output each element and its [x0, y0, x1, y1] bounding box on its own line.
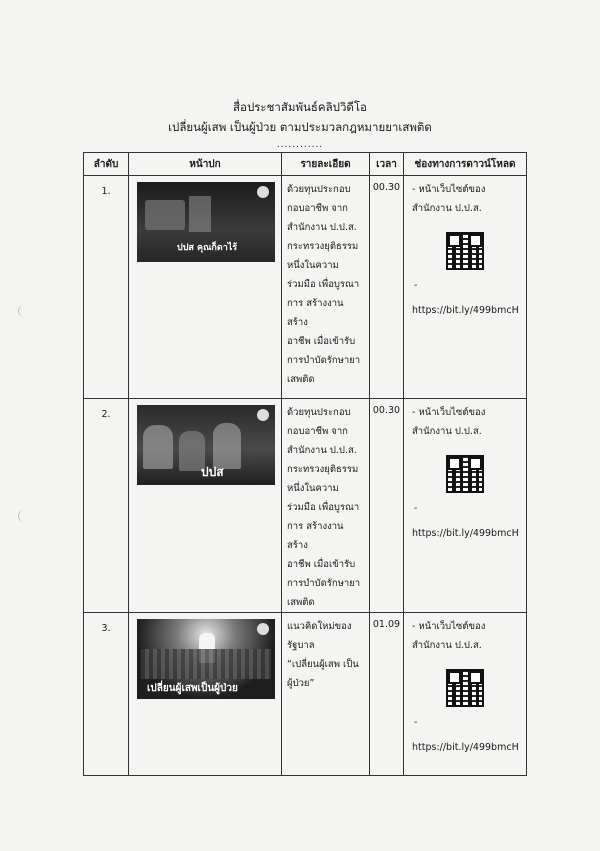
row-number: 3. [84, 613, 129, 776]
title-separator: ............ [276, 140, 324, 150]
dash-bullet: - [414, 503, 418, 514]
header-time: เวลา [370, 153, 404, 176]
header-cover: หน้าปก [129, 153, 282, 176]
detail-text: ด้วยทุนประกอบ กอบอาชีพ จาก สำนักงาน ป.ป.ส. กระทรวงยุติธรรม หนึ่งในความ ร่วมมือ เพื่อบูรณา การ สร้างงาน สร้าง อาชีพ เมื่อเข้ารับ การบำบัดรักษายา เสพติด [282, 176, 370, 399]
punch-hole-mark [18, 305, 31, 317]
table-row [84, 613, 527, 776]
download-label: - หน้าเว็บไซต์ของ สำนักงาน ป.ป.ส. [412, 184, 486, 214]
document-title: สื่อประชาสัมพันธ์คลิปวิดีโอ [233, 100, 367, 114]
cover-cell [129, 399, 282, 613]
qr-code-icon[interactable] [446, 669, 484, 707]
header-no: ลำดับ [84, 153, 129, 176]
download-cell [404, 176, 527, 399]
media-table [83, 152, 527, 776]
download-link[interactable]: https://bit.ly/499bmcH [412, 305, 519, 316]
cover-image [137, 619, 275, 699]
table-header-row [84, 153, 527, 176]
cover-caption: เปลี่ยนผู้เสพเป็นผู้ป่วย [147, 683, 238, 694]
download-label: - หน้าเว็บไซต์ของ สำนักงาน ป.ป.ส. [412, 407, 486, 437]
table-row [84, 399, 527, 613]
table-row [84, 176, 527, 399]
download-label: - หน้าเว็บไซต์ของ สำนักงาน ป.ป.ส. [412, 621, 486, 651]
cover-caption: ปปส [201, 465, 224, 479]
cover-cell [129, 176, 282, 399]
punch-hole-mark [18, 510, 31, 522]
cover-image [137, 405, 275, 485]
download-link[interactable]: https://bit.ly/499bmcH [412, 528, 519, 539]
download-link[interactable]: https://bit.ly/499bmcH [412, 742, 519, 753]
dash-bullet: - [414, 280, 418, 291]
duration: 01.09 [370, 613, 404, 776]
cover-caption: ปปส คุณก็ดาไร้ [177, 243, 238, 253]
detail-text: แนวคิดใหม่ของ รัฐบาล “เปลี่ยนผู้เสพ เป็น ผู้ป่วย” [282, 613, 370, 776]
duration: 00.30 [370, 399, 404, 613]
dash-bullet: - [414, 717, 418, 728]
cover-image [137, 182, 275, 262]
qr-code-icon[interactable] [446, 232, 484, 270]
qr-code-icon[interactable] [446, 455, 484, 493]
download-cell [404, 399, 527, 613]
detail-text: ด้วยทุนประกอบ กอบอาชีพ จาก สำนักงาน ป.ป.ส. กระทรวงยุติธรรม หนึ่งในความ ร่วมมือ เพื่อบูรณา การ สร้างงาน สร้าง อาชีพ เมื่อเข้ารับ การบำบัดรักษายา เสพติด [282, 399, 370, 613]
document-subtitle: เปลี่ยนผู้เสพ เป็นผู้ป่วย ตามประมวลกฎหมายยาเสพติด [168, 120, 432, 134]
row-number: 1. [84, 176, 129, 399]
duration: 00.30 [370, 176, 404, 399]
download-cell [404, 613, 527, 776]
header-detail: รายละเอียด [282, 153, 370, 176]
header-download: ช่องทางการดาวน์โหลด [404, 153, 527, 176]
row-number: 2. [84, 399, 129, 613]
cover-cell [129, 613, 282, 776]
